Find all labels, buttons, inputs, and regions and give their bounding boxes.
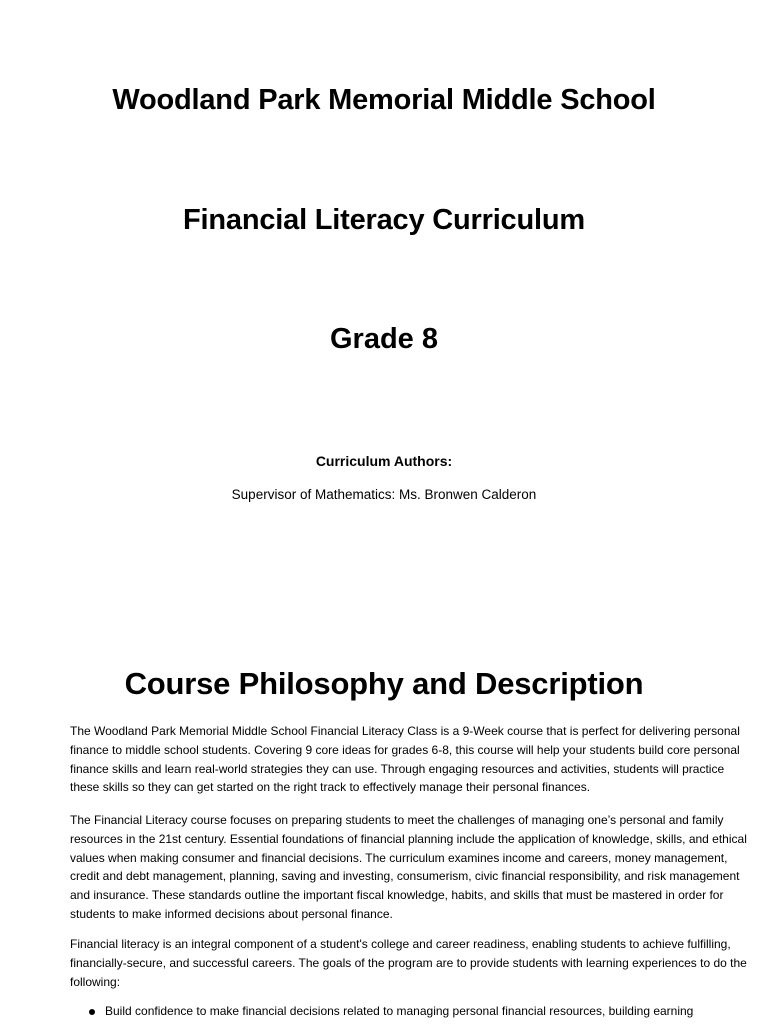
list-item-text: Build confidence to make financial decisions related to managing personal financial resources, building earning xyxy=(105,1004,694,1018)
goals-list xyxy=(70,1002,750,1021)
curriculum-title: Financial Literacy Curriculum xyxy=(183,204,585,236)
supervisor-line: Supervisor of Mathematics: Ms. Bronwen Calderon xyxy=(231,487,537,502)
school-name: Woodland Park Memorial Middle School xyxy=(112,84,656,116)
course-philosophy-heading: Course Philosophy and Description xyxy=(124,666,644,701)
list-item xyxy=(70,1002,750,1021)
bullet-icon xyxy=(89,1009,95,1015)
course-paragraph-3: Financial literacy is an integral component of a student's college and career readiness, enabling students to achieve fulfilling, financially-secure, and successful careers. The goals of the program are to provide students with learning experiences to do the following: xyxy=(70,937,747,989)
grade-level: Grade 8 xyxy=(330,323,438,355)
course-paragraph-2: The Financial Literacy course focuses on preparing students to meet the challenges of managing one’s personal and family resources in the 21st century. Essential foundations of financial planning include the application of knowledge, skills, and ethical values when making consumer and financial decisions. The curriculum examines income and careers, money management, credit and debt management, planning, saving and investing, consumerism, civic financial responsibility, and risk management and insurance. These standards outline the important fiscal knowledge, habits, and skills that must be mastered in order for students to make informed decisions about personal finance. xyxy=(70,813,747,921)
curriculum-authors-label: Curriculum Authors: xyxy=(315,453,453,469)
course-paragraph-1: The Woodland Park Memorial Middle School Financial Literacy Class is a 9-Week course that is perfect for delivering personal finance to middle school students. Covering 9 core ideas for grades 6-8, this course will help your students build core personal finance skills and learn real-world strategies they can use. Through engaging resources and activities, students will practice these skills so they can get started on the right track to effectively manage their personal finances. xyxy=(70,724,740,795)
